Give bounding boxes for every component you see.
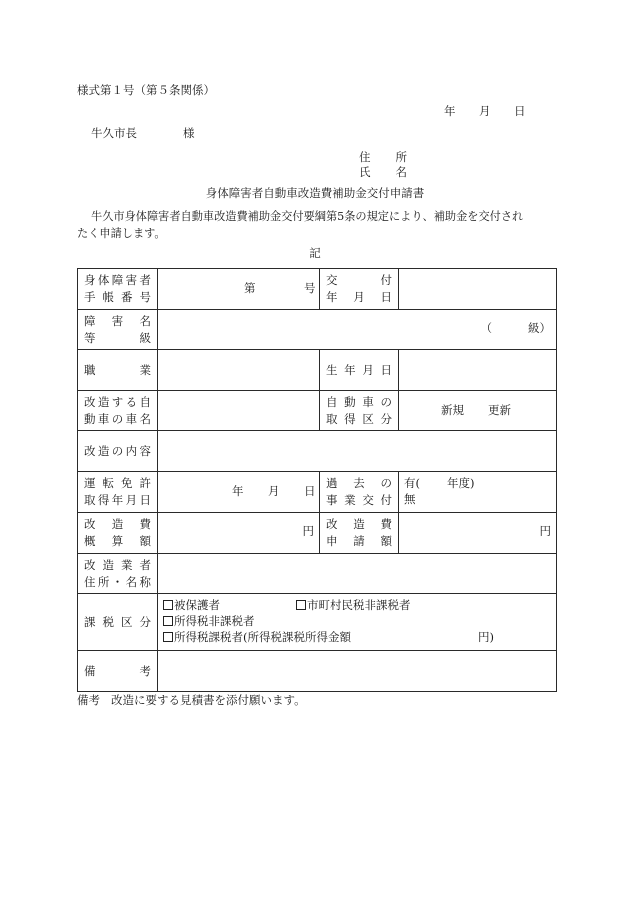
grade-close: 級）	[528, 321, 551, 335]
option-income-exempt[interactable]: 所得税非課税者	[163, 616, 255, 628]
option-municipal-exempt[interactable]: 市町村民税非課税者	[296, 600, 411, 612]
body-text-line1: 牛久市身体障害者自動車改造費補助金交付要綱第5条の規定により、補助金を交付され	[91, 210, 524, 223]
checkbox-icon[interactable]	[163, 632, 173, 642]
number-prefix: 第	[244, 281, 256, 295]
remarks-field[interactable]	[158, 651, 557, 692]
license-year: 年	[232, 484, 244, 498]
past-grant-fiscal-year: 年度)	[447, 476, 475, 490]
row-occupation	[78, 350, 557, 391]
row-tax-category	[78, 594, 557, 651]
label-requested-amount: 改 造 費 申 請 額	[320, 513, 399, 554]
row-remarks	[78, 651, 557, 692]
requested-amount-field[interactable]	[399, 513, 557, 554]
estimated-cost-yen: 円	[302, 524, 314, 538]
vehicle-name-field[interactable]	[158, 391, 320, 431]
applicant-name-label: 氏 名	[359, 165, 407, 179]
license-date-field[interactable]	[158, 472, 320, 513]
issue-date-field[interactable]	[399, 269, 557, 310]
label-handbook-number: 身 体 障 害 者 手 帳 番 号	[78, 269, 158, 310]
label-contractor: 改 造 業 者 住 所 ・ 名 称	[78, 554, 158, 594]
income-taxed-yen: 円)	[478, 630, 494, 644]
footnote-text: 改造に要する見積書を添付願います。	[111, 693, 306, 707]
tax-category-field	[158, 594, 557, 651]
label-issue-date: 交 付 年 月 日	[320, 269, 399, 310]
option-new[interactable]: 新規	[441, 403, 464, 417]
acquisition-type-field	[399, 391, 557, 431]
footnote-label: 備考	[77, 693, 100, 707]
estimated-cost-field[interactable]	[158, 513, 320, 554]
handbook-number-field[interactable]	[158, 269, 320, 310]
grade-open-paren: （	[480, 321, 492, 335]
applicant-address-label: 住 所	[359, 150, 407, 164]
row-license	[78, 472, 557, 513]
date-month: 月	[479, 104, 491, 118]
contractor-field[interactable]	[158, 554, 557, 594]
ki-heading: 記	[309, 246, 321, 260]
row-modification	[78, 431, 557, 472]
disability-grade-field[interactable]	[158, 310, 557, 350]
label-acquisition-type: 自 動 車 の 取 得 区 分	[320, 391, 399, 431]
label-tax-category: 課 税 区 分	[78, 594, 158, 651]
date-year: 年	[444, 104, 456, 118]
checkbox-icon[interactable]	[163, 600, 173, 610]
occupation-field[interactable]	[158, 350, 320, 391]
application-form-table	[77, 268, 557, 692]
number-suffix: 号	[304, 281, 316, 295]
license-month: 月	[268, 484, 280, 498]
row-vehicle	[78, 391, 557, 431]
option-income-taxed[interactable]: 所得税課税者(所得税課税所得金額	[163, 632, 351, 644]
row-disability	[78, 310, 557, 350]
past-grant-yes[interactable]: 有(	[404, 476, 420, 490]
past-grant-field	[399, 472, 557, 513]
license-day: 日	[304, 484, 316, 498]
option-protected[interactable]: 被保護者	[163, 600, 220, 612]
addressee-honorific: 様	[183, 126, 195, 140]
row-contractor	[78, 554, 557, 594]
requested-amount-yen: 円	[539, 524, 551, 538]
label-license-date: 運 転 免 許 取 得 年 月 日	[78, 472, 158, 513]
body-text-line2: たく申請します。	[77, 227, 166, 240]
past-grant-no[interactable]: 無	[404, 492, 416, 506]
row-handbook-number	[78, 269, 557, 310]
checkbox-icon[interactable]	[296, 600, 306, 610]
modification-content-field[interactable]	[158, 431, 557, 472]
row-cost	[78, 513, 557, 554]
label-past-grant: 過 去 の 事 業 交 付	[320, 472, 399, 513]
label-estimated-cost: 改 造 費 概 算 額	[78, 513, 158, 554]
label-modification-content: 改 造 の 内 容	[78, 431, 158, 472]
option-renew[interactable]: 更新	[488, 403, 511, 417]
birthdate-field[interactable]	[399, 350, 557, 391]
addressee-name: 牛久市長	[91, 126, 137, 140]
label-birthdate: 生 年 月 日	[320, 350, 399, 391]
label-remarks: 備 考	[78, 651, 158, 692]
label-vehicle-name: 改 造 す る 自 動 車 の 車 名	[78, 391, 158, 431]
label-occupation: 職 業	[78, 350, 158, 391]
document-title: 身体障害者自動車改造費補助金交付申請書	[205, 186, 425, 200]
date-day: 日	[514, 104, 526, 118]
checkbox-icon[interactable]	[163, 616, 173, 626]
form-number: 様式第１号（第５条関係）	[77, 83, 215, 97]
label-disability-grade: 障 害 名 等 級	[78, 310, 158, 350]
